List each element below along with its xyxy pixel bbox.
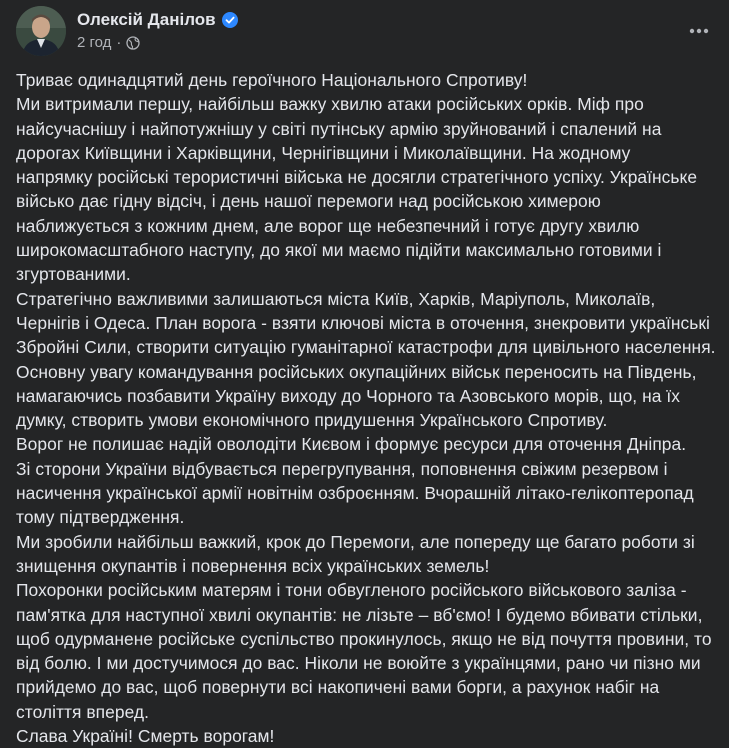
post-line: Похоронки російським матерям і тони обвугленого російського військового заліза - <box>16 580 687 601</box>
post-header <box>0 0 729 62</box>
post-line: Ворог не полишає надій оволодіти Києвом і формує ресурси для оточення Дніпра. <box>16 434 687 455</box>
post-line: Зі сторони України відбувається перегрупування, поповнення свіжим резервом і <box>16 458 668 479</box>
post-line: напрямку російські терористичні війська не досягли стратегічного успіху. Українське <box>16 167 698 188</box>
post-line: щоб одурманене російське суспільство прокинулось, якщо не від почуття провини, то <box>16 628 712 649</box>
post-line: військо дає гідну відсіч, і день нашої перемоги над російською химерою <box>16 191 601 212</box>
post-line: дорогах Київщини і Харківщини, Чернігівщини і Миколаївщини. На жодному <box>16 142 631 163</box>
author-name-row <box>77 10 238 30</box>
author-name[interactable]: Олексій Данілов <box>77 10 216 29</box>
post-line: Слава Україні! Смерть ворогам! <box>16 726 275 747</box>
post-line: Чернігів і Одеса. План ворога - взяти ключові міста в оточення, знекровити українські <box>16 312 710 333</box>
post-line: Основну увагу командування російських окупаційних військ переносить на Південь, <box>16 361 697 382</box>
post-line: думку, створить умови економічного придушення Українського Спротиву. <box>16 410 608 431</box>
post-line: Ми зробили найбільш важкий, крок до Перемоги, але попереду ще багато роботи зі <box>16 531 695 552</box>
post-line: тому підтвердження. <box>16 507 185 528</box>
post-line: найсучаснішу і найпотужнішу у світі путінську армію зруйнований і спалений на <box>16 118 662 139</box>
more-options-button[interactable] <box>685 17 713 45</box>
more-options-icon <box>689 28 709 34</box>
post-line: прийдемо до вас, щоб повернути всі накопичені вами борги, а рахунок набіг на <box>16 677 660 698</box>
post-line: Збройні Сили, створити ситуацію гуманітарної катастрофи для цивільного населення. <box>16 337 716 358</box>
post-meta <box>77 34 140 51</box>
globe-icon[interactable] <box>126 36 140 50</box>
post-line: пам'ятка для наступної хвилі окупантів: не лізьте – вб'ємо! І будемо вбивати стільки, <box>16 604 703 625</box>
post-line: насичення української армії новітнім озброєнням. Вчорашній літако-гелікоптеропад <box>16 483 694 504</box>
author-avatar[interactable] <box>16 6 66 56</box>
avatar-photo <box>16 6 66 56</box>
post-line: Ми витримали першу, найбільш важку хвилю атаки російських орків. Міф про <box>16 94 644 115</box>
post-timestamp[interactable]: 2 год <box>77 34 112 51</box>
meta-separator: · <box>116 34 122 51</box>
post-line: від болю. І ми достучимося до вас. Ніколи не воюйте з українцями, рано чи пізно ми <box>16 653 701 674</box>
post-line: широкомасштабного наступу, до якої ми маємо підійти максимально готовими і <box>16 240 662 261</box>
post-line: Триває одинадцятий день героїчного Національного Спротиву! <box>16 70 528 90</box>
verified-badge-icon <box>222 12 238 28</box>
post-line: намагаючись позбавити Україну виходу до Чорного та Азовського морів, що, на їх <box>16 385 680 406</box>
post-line: згуртованими. <box>16 264 131 285</box>
post-text <box>16 68 722 748</box>
post-line: знищення окупантів і повернення всіх українських земель! <box>16 555 490 576</box>
post-line: століття вперед. <box>16 701 150 722</box>
post-line: Стратегічно важливими залишаються міста Київ, Харків, Маріуполь, Миколаїв, <box>16 288 656 309</box>
post-line: наближується з кожним днем, але ворог ще небезпечний і готує другу хвилю <box>16 215 640 236</box>
